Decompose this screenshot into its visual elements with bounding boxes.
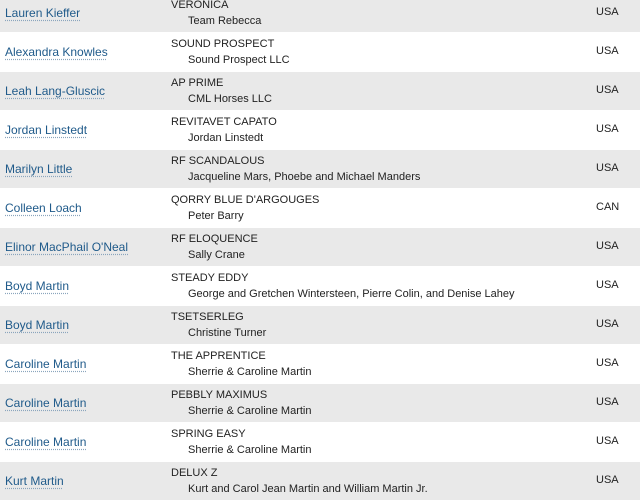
table-row (0, 228, 640, 267)
horse-name: AP PRIME (171, 77, 224, 89)
country-code: USA (596, 162, 619, 174)
table-row (0, 345, 640, 384)
country-code: USA (596, 123, 619, 135)
country-code: USA (596, 474, 619, 486)
table-row (0, 462, 640, 501)
horse-name: REVITAVET CAPATO (171, 116, 277, 128)
rider-link[interactable]: Boyd Martin (5, 279, 70, 293)
country-code: USA (596, 45, 619, 57)
rider-link[interactable]: Alexandra Knowles (5, 45, 108, 59)
table-row (0, 189, 640, 228)
owner-name: Peter Barry (188, 210, 244, 222)
horse-name: SPRING EASY (171, 428, 246, 440)
table-row (0, 33, 640, 72)
owner-name: Sherrie & Caroline Martin (188, 444, 312, 456)
rider-link[interactable]: Caroline Martin (5, 396, 87, 410)
horse-name: RF ELOQUENCE (171, 233, 258, 245)
table-row (0, 72, 640, 111)
country-code: USA (596, 279, 619, 291)
horse-name: THE APPRENTICE (171, 350, 266, 362)
rider-link[interactable]: Kurt Martin (5, 474, 64, 488)
owner-name: Sally Crane (188, 249, 245, 261)
rider-link[interactable]: Marilyn Little (5, 162, 73, 176)
table-row (0, 0, 640, 33)
horse-name: DELUX Z (171, 467, 218, 479)
table-row (0, 384, 640, 423)
table-row (0, 306, 640, 345)
horse-name: SOUND PROSPECT (171, 38, 275, 50)
country-code: USA (596, 240, 619, 252)
owner-name: Jordan Linstedt (188, 132, 264, 144)
country-code: USA (596, 357, 619, 369)
owner-name: Sherrie & Caroline Martin (188, 405, 312, 417)
rider-link[interactable]: Lauren Kieffer (5, 6, 81, 20)
horse-name: TSETSERLEG (171, 311, 244, 323)
owner-name: Team Rebecca (188, 15, 262, 27)
owner-name: Sound Prospect LLC (188, 54, 290, 66)
country-code: USA (596, 435, 619, 447)
horse-name: VERONICA (171, 0, 229, 11)
table-row (0, 111, 640, 150)
table-row (0, 267, 640, 306)
table-row (0, 150, 640, 189)
horse-name: STEADY EDDY (171, 272, 249, 284)
horse-name: QORRY BLUE D'ARGOUGES (171, 194, 320, 206)
horse-name: PEBBLY MAXIMUS (171, 389, 268, 401)
country-code: USA (596, 318, 619, 330)
country-code: USA (596, 396, 619, 408)
owner-name: Christine Turner (188, 327, 267, 339)
horse-name: RF SCANDALOUS (171, 155, 265, 167)
owner-name: Jacqueline Mars, Phoebe and Michael Manders (188, 171, 421, 183)
country-code: USA (596, 84, 619, 96)
country-code: USA (596, 6, 619, 18)
rider-link[interactable]: Caroline Martin (5, 357, 87, 371)
owner-name: George and Gretchen Wintersteen, Pierre Colin, and Denise Lahey (188, 288, 515, 300)
owner-name: Kurt and Carol Jean Martin and William Martin Jr. (188, 483, 428, 495)
rider-link[interactable]: Caroline Martin (5, 435, 87, 449)
owner-name: Sherrie & Caroline Martin (188, 366, 312, 378)
country-code: CAN (596, 201, 620, 213)
rider-link[interactable]: Leah Lang-Gluscic (5, 84, 106, 98)
rider-link[interactable]: Elinor MacPhail O'Neal (5, 240, 129, 254)
table-row (0, 423, 640, 462)
rider-link[interactable]: Colleen Loach (5, 201, 82, 215)
owner-name: CML Horses LLC (188, 93, 272, 105)
rider-link[interactable]: Jordan Linstedt (5, 123, 88, 137)
rider-link[interactable]: Boyd Martin (5, 318, 70, 332)
